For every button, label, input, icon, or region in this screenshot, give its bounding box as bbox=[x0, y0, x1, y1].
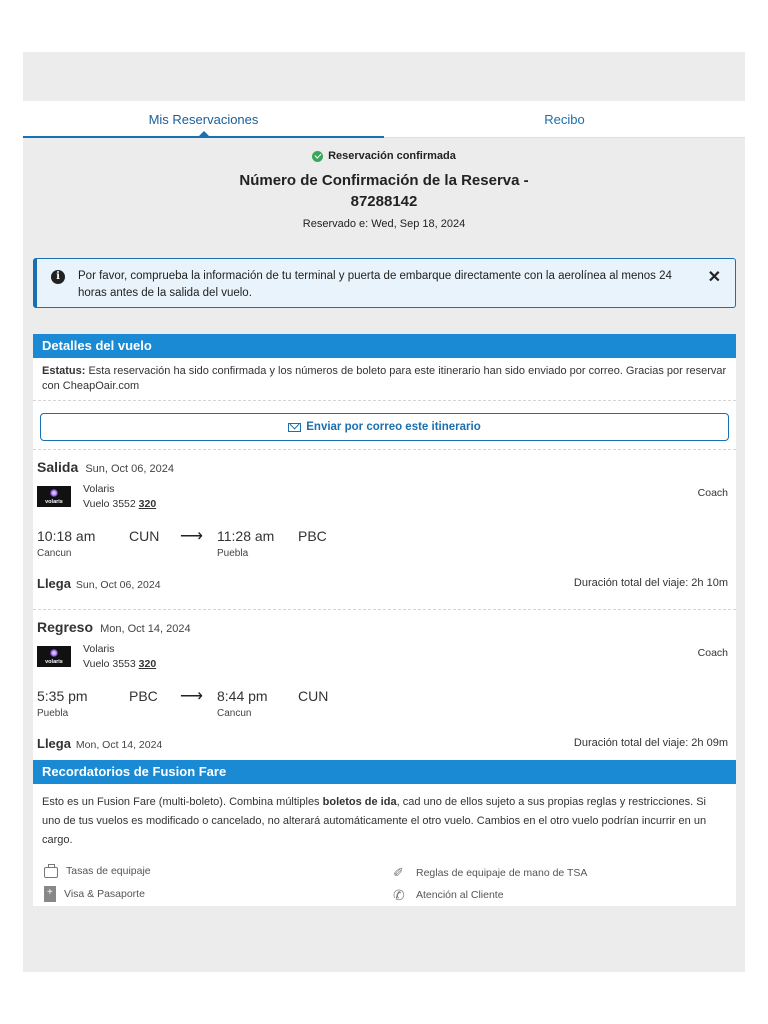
flight-details-header: Detalles del vuelo bbox=[33, 334, 736, 358]
arrive-date: Sun, Oct 06, 2024 bbox=[75, 579, 161, 591]
fusion-fare-text bbox=[33, 784, 736, 856]
departure-leg bbox=[33, 450, 736, 610]
fusion-text-part-2: , cad uno de ellos sujeto a sus propias reglas y restricciones. Si uno de tus vuelos es modificado o cancelado, no alterará automáticamente el otro vuelo. Cambios en el otro vuelo podrían incurrir en un cargo. bbox=[42, 796, 707, 846]
arrival-row bbox=[37, 736, 162, 751]
confirmation-number: 87288142 bbox=[350, 193, 418, 210]
departure-city: Cancun bbox=[37, 548, 72, 559]
visa-passport-label: Visa & Pasaporte bbox=[64, 888, 145, 900]
tab-mis-reservaciones[interactable]: Mis Reservaciones bbox=[23, 101, 384, 138]
arrival-city: Cancun bbox=[217, 708, 252, 719]
arrow-right-icon: ⟶ bbox=[180, 688, 203, 705]
fusion-text-bold: boletos de ida bbox=[322, 796, 397, 808]
close-icon[interactable]: ✕ bbox=[707, 269, 721, 286]
volaris-logo bbox=[37, 646, 71, 667]
airline-name: Volaris bbox=[83, 483, 115, 495]
baggage-fees-label: Tasas de equipaje bbox=[66, 865, 151, 877]
cabin-class: Coach bbox=[697, 647, 728, 659]
phone-icon: ✆ bbox=[393, 887, 405, 903]
visa-passport-link[interactable] bbox=[44, 886, 145, 902]
fusion-text-part-1: Esto es un Fusion Fare (multi-boleto). Combina múltiples bbox=[42, 796, 323, 808]
departure-time: 5:35 pm bbox=[37, 688, 88, 704]
trip-duration: Duración total del viaje: 2h 09m bbox=[573, 737, 728, 749]
tsa-rules-label: Reglas de equipaje de mano de TSA bbox=[416, 866, 588, 879]
luggage-icon bbox=[44, 867, 58, 878]
volaris-logo bbox=[37, 486, 71, 507]
cabin-class: Coach bbox=[697, 487, 728, 499]
arrival-time: 11:28 am bbox=[217, 528, 275, 544]
flight-details-panel bbox=[33, 334, 736, 906]
fusion-fare-header: Recordatorios de Fusion Fare bbox=[33, 760, 736, 784]
leg-header bbox=[37, 619, 191, 635]
arrive-label: Llega bbox=[37, 736, 71, 751]
customer-service-link[interactable] bbox=[393, 887, 504, 902]
arrival-airport-code: PBC bbox=[298, 528, 327, 544]
flight-number bbox=[83, 498, 156, 510]
tab-bar bbox=[23, 101, 745, 138]
departure-airport-code: CUN bbox=[129, 528, 160, 544]
flight-prefix: Vuelo 3553 bbox=[83, 658, 136, 670]
check-circle-icon bbox=[312, 151, 323, 162]
booked-date: Reservado e: Wed, Sep 18, 2024 bbox=[302, 218, 466, 230]
departure-airport-code: PBC bbox=[129, 688, 158, 704]
logo-text: volaris bbox=[45, 659, 63, 665]
aircraft-link[interactable]: 320 bbox=[138, 498, 157, 510]
arrival-time: 8:44 pm bbox=[217, 688, 268, 704]
info-icon: i bbox=[51, 270, 65, 284]
arrive-date: Mon, Oct 14, 2024 bbox=[75, 739, 163, 751]
reservation-status-text bbox=[33, 358, 736, 401]
trip-duration: Duración total del viaje: 2h 10m bbox=[573, 577, 728, 589]
departure-time: 10:18 am bbox=[37, 528, 96, 544]
passport-icon bbox=[44, 886, 56, 902]
flight-prefix: Vuelo 3552 bbox=[83, 498, 136, 510]
flight-number bbox=[83, 658, 156, 670]
departure-city: Puebla bbox=[37, 708, 69, 719]
status-description: Esta reservación ha sido confirmada y los números de boleto para este itinerario han sido enviado por correo. Gracias por reservar con CheapOair.com bbox=[42, 365, 727, 392]
aircraft-link[interactable]: 320 bbox=[138, 658, 157, 670]
email-itinerary-label: Enviar por correo este itinerario bbox=[306, 421, 481, 433]
customer-service-label: Atención al Cliente bbox=[416, 888, 504, 901]
arrival-airport-code: CUN bbox=[298, 688, 329, 704]
airline-name: Volaris bbox=[83, 643, 115, 655]
arrival-city: Puebla bbox=[217, 548, 249, 559]
status-label: Estatus: bbox=[42, 365, 86, 377]
envelope-icon bbox=[288, 423, 301, 432]
confirmation-status-label: Reservación confirmada bbox=[328, 150, 456, 162]
confirmation-block bbox=[23, 150, 745, 230]
leg-label: Regreso bbox=[37, 619, 94, 635]
logo-text: volaris bbox=[45, 499, 63, 505]
leg-label: Salida bbox=[37, 459, 79, 475]
return-leg bbox=[33, 610, 736, 760]
leg-date: Mon, Oct 14, 2024 bbox=[100, 623, 191, 635]
email-itinerary-button[interactable] bbox=[40, 413, 729, 441]
tsa-rules-link[interactable] bbox=[393, 865, 587, 880]
leg-date: Sun, Oct 06, 2024 bbox=[85, 463, 174, 475]
help-links bbox=[33, 856, 736, 906]
alert-text: Por favor, comprueba la información de tu terminal y puerta de embarque directamente con la aerolínea al menos 24 horas antes de la salida del vuelo. bbox=[78, 270, 672, 299]
tag-icon: ✐ bbox=[393, 865, 404, 880]
leg-header bbox=[37, 459, 174, 475]
info-alert bbox=[33, 258, 736, 308]
email-row bbox=[33, 401, 736, 450]
arrow-right-icon: ⟶ bbox=[180, 528, 203, 545]
baggage-fees-link[interactable] bbox=[44, 864, 151, 878]
confirmation-title: Número de Confirmación de la Reserva - bbox=[239, 172, 529, 189]
arrival-row bbox=[37, 576, 161, 591]
confirmation-status bbox=[23, 150, 745, 162]
page-frame bbox=[23, 52, 745, 972]
tab-recibo[interactable]: Recibo bbox=[384, 101, 745, 138]
arrive-label: Llega bbox=[37, 576, 71, 591]
